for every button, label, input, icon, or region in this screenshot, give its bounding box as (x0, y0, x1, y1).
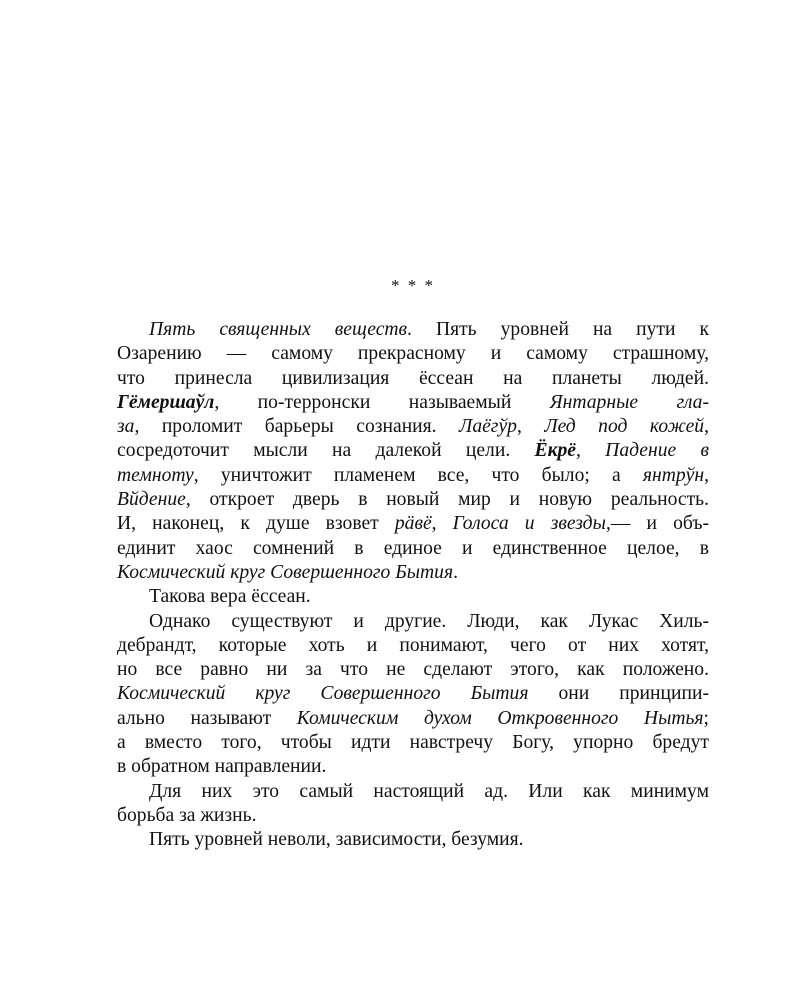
text-line (117, 804, 709, 828)
italic-run: янтрўн (642, 464, 705, 486)
paragraph (117, 585, 709, 609)
paragraph (117, 610, 709, 780)
text-run: . Пять уровней на пути к (407, 319, 709, 340)
text-line (117, 658, 709, 682)
text-run: , по-терронски называемый (214, 391, 550, 413)
text-block (117, 274, 709, 853)
italic-run: Космический круг Совершенного Бытия (117, 561, 454, 583)
text-run: единит хаос сомнений в единое и единственное целое, в (117, 537, 709, 559)
text-run: , проломит барьеры сознания. (134, 416, 460, 438)
text-line (117, 488, 709, 512)
text-run: , уничтожит пламенем все, что было; а (193, 464, 643, 486)
text-line (117, 780, 709, 804)
text-line (117, 585, 709, 609)
italic-run: за (117, 416, 135, 438)
text-run: Озарению — самому прекрасному и самому страшному, (117, 343, 709, 365)
text-line (117, 391, 709, 415)
text-line (117, 634, 709, 658)
italic-run: Янтарные гла- (549, 391, 709, 413)
text-run: , (704, 464, 709, 486)
text-run: они принципи- (528, 683, 709, 705)
text-run: Однако существуют и другие. Люди, как Лукас Хиль- (149, 610, 709, 632)
text-run: дебрандт, которые хоть и понимают, чего от них хотят, (117, 634, 709, 656)
text-line (117, 512, 709, 536)
text-run: ; (703, 707, 709, 729)
text-run: ально называют (117, 707, 297, 729)
text-line (117, 367, 709, 391)
text-line (117, 537, 709, 561)
text-run: И, наконец, к душе взовет (117, 513, 395, 535)
text-line (117, 610, 709, 634)
text-run: сосредоточит мысли на далекой цели. (117, 440, 535, 462)
paragraph (117, 780, 709, 829)
italic-run: Пять священных веществ (149, 319, 408, 340)
text-run: но все равно ни за что не сделают этого, как положено. (117, 659, 709, 681)
text-run: , откроет дверь в новый мир и новую реальность. (185, 489, 709, 511)
text-run: , (704, 416, 709, 438)
paragraph (117, 318, 709, 585)
text-run: борьба за жизнь. (117, 804, 257, 826)
italic-run: Вйдение (117, 489, 186, 511)
italic-run: Ёкрё (534, 440, 576, 462)
text-run: — и объ- (610, 513, 709, 535)
italic-run: Комическим духом Откровенного Нытья (296, 707, 704, 729)
paragraphs (117, 318, 709, 853)
text-run: что принесла цивилизация ёссеан на планеты людей. (117, 367, 709, 389)
italic-run: Лаёгўр (459, 416, 517, 438)
text-run: , (516, 416, 545, 438)
text-line (117, 439, 709, 463)
text-run: Пять уровней неволи, зависимости, безумия. (149, 829, 524, 851)
text-line (117, 415, 709, 439)
text-line (117, 464, 709, 488)
text-run: . (453, 561, 458, 583)
text-line (117, 731, 709, 755)
text-run: а вместо того, чтобы идти навстречу Богу, упорно бредут (117, 732, 709, 754)
italic-run: Гёмершаўл (117, 391, 215, 413)
text-line (117, 755, 709, 779)
text-run: в обратном направлении. (117, 756, 327, 778)
text-line (117, 318, 709, 342)
italic-run: Голоса и звезды, (452, 513, 611, 535)
text-line (117, 342, 709, 366)
text-line (117, 561, 709, 585)
section-separator: * * * (391, 276, 435, 295)
italic-run: рäвё (394, 513, 432, 535)
text-run: Для них это самый настоящий ад. Или как минимум (149, 780, 709, 802)
italic-run: Космический круг Совершенного Бытия (117, 683, 529, 705)
text-line (117, 707, 709, 731)
text-run: , (431, 513, 453, 535)
text-run: Такова вера ёссеан. (149, 586, 311, 608)
italic-run: , Падение в (576, 440, 709, 462)
paragraph (117, 828, 709, 852)
text-line (117, 828, 709, 852)
text-line (117, 682, 709, 706)
italic-run: темноту (117, 464, 194, 486)
italic-run: Лед под кожей (544, 416, 705, 438)
